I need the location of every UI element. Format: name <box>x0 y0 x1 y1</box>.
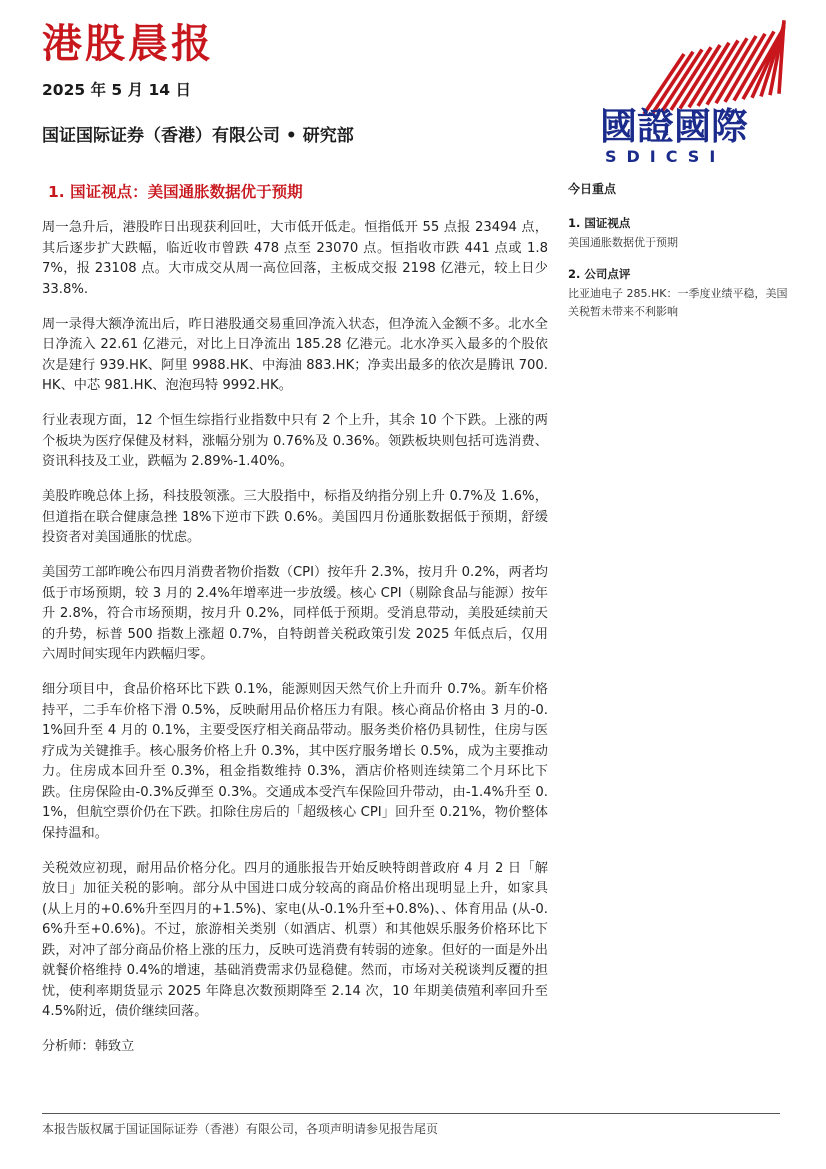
paragraph: 周一急升后，港股昨日出现获利回吐，大市低开低走。恒指低开 55 点报 23494 点，其后逐步扩大跌幅，临近收市曾跌 478 点至 23070 点。恒指收市跌 441 点或 1.87%，报 23108 点。大市成交从周一高位回落，主板成交报 2198 亿港元，较上日少 33.8%. <box>42 220 548 297</box>
logo-stripes-graphic <box>624 14 786 118</box>
paragraph: 美股昨晚总体上扬，科技股领涨。三大股指中，标指及纳指分别上升 0.7%及 1.6%，但道指在联合健康急挫 18%下逆市下跌 0.6%。美国四月份通胀数据低于预期，舒缓投资者对美国通胀的忧虑。 <box>42 489 548 545</box>
paragraph: 细分项目中，食品价格环比下跌 0.1%，能源则因天然气价上升而升 0.7%。新车价格持平，二手车价格下滑 0.5%，反映耐用品价格压力有限。核心商品价格由 3 月的-0.1%回升至 4 月的 0.1%，主要受医疗相关商品带动。服务类价格仍具韧性，住房与医疗成为关键推手。核心服务价格上升 0.3%，其中医疗服务增长 0.5%，成为主要推动力。住房成本回升至 0.3%，租金指数维持 0.3%，酒店价格则连续第二个月环比下跌。住房保险由-0.3%反弹至 0.3%。交通成本受汽车保险回升带动，由-1.4%升至 0.1%，但航空票价仍在下跌。扣除住房后的「超级核心 CPI」回升至 0.21%，物价整体保持温和。 <box>42 682 548 841</box>
paragraph: 周一录得大额净流出后，昨日港股通交易重回净流入状态，但净流入金额不多。北水全日净流入 22.61 亿港元，对比上日净流出 185.28 亿港元。北水净买入最多的个股依次是建行 939.HK、阿里 9988.HK、中海油 883.HK；净卖出最多的依次是腾讯 700.HK、中芯 981.HK、泡泡玛特 9992.HK。 <box>42 316 548 393</box>
logo-stripe <box>779 20 784 94</box>
footer-disclaimer: 本报告版权属于国证国际证券（香港）有限公司，各项声明请参见报告尾页 <box>42 1122 439 1136</box>
company-name: 国证国际证券（香港）有限公司 • 研究部 <box>42 126 354 146</box>
sidebar-item-title: 2. 公司点评 <box>568 267 631 281</box>
logo-english-text: SDICSI <box>605 147 726 166</box>
sidebar-item-text: 比亚迪电子 285.HK：一季度业绩平稳，美国关税暂未带来不利影响 <box>568 287 788 318</box>
report-date: 2025 年 5 月 14 日 <box>42 81 191 99</box>
sidebar-highlights <box>568 180 790 335</box>
footer-divider <box>42 1113 780 1114</box>
report-title: 港股晨报 <box>42 20 214 67</box>
logo-chinese-text: 國證國際 <box>600 104 748 148</box>
paragraph: 关税效应初现，耐用品价格分化。四月的通胀报告开始反映特朗普政府 4 月 2 日「解放日」加征关税的影响。部分从中国进口成分较高的商品价格出现明显上升，如家具(从上月的+0.6%升至四月的+1.5%)、家电(从-0.1%升至+0.8%)、、体育用品 (从-0.6%升至+0.6%)。不过，旅游相关类别（如酒店、机票）和其他娱乐服务价格环比下跌，对冲了部分商品价格上涨的压力，反映可选消费有转弱的迹象。但好的一面是外出就餐价格维持 0.4%的增速，基础消费需求仍显稳健。然而，市场对关税谈判反覆的担忧，使利率期货显示 2025 年降息次数预期降至 2.14 次，10 年期美债殖利率回升至 4.5%附近，债价继续回落。 <box>42 860 548 1019</box>
sidebar-heading: 今日重点 <box>568 182 617 196</box>
main-column <box>42 218 548 1057</box>
paragraph: 行业表现方面，12 个恒生综指行业指数中只有 2 个上升，其余 10 个下跌。上涨的两个板块为医疗保健及材料，涨幅分别为 0.76%及 0.36%。领跌板块则包括可选消费、资讯科技及工业，跌幅为 2.89%-1.40%。 <box>42 413 548 469</box>
paragraph: 美国劳工部昨晚公布四月消费者物价指数（CPI）按年升 2.3%，按月升 0.2%，两者均低于市场预期，较 3 月的 2.4%年增率进一步放缓。核心 CPI（剔除食品与能源）按年升 2.8%，符合市场预期，按月升 0.2%，同样低于预期。受消息带动，美股延续前天的升势，标普 500 指数上涨超 0.7%，自特朗普关税政策引发 2025 年低点后，仅用六周时间实现年内跌幅归零。 <box>42 565 548 662</box>
sidebar-item-title: 1. 国证视点 <box>568 216 631 230</box>
sidebar-item-text: 美国通胀数据优于预期 <box>568 236 678 249</box>
analyst-credit: 分析师：韩致立 <box>42 1039 135 1054</box>
section-title: 1. 国证视点：美国通胀数据优于预期 <box>48 183 303 201</box>
